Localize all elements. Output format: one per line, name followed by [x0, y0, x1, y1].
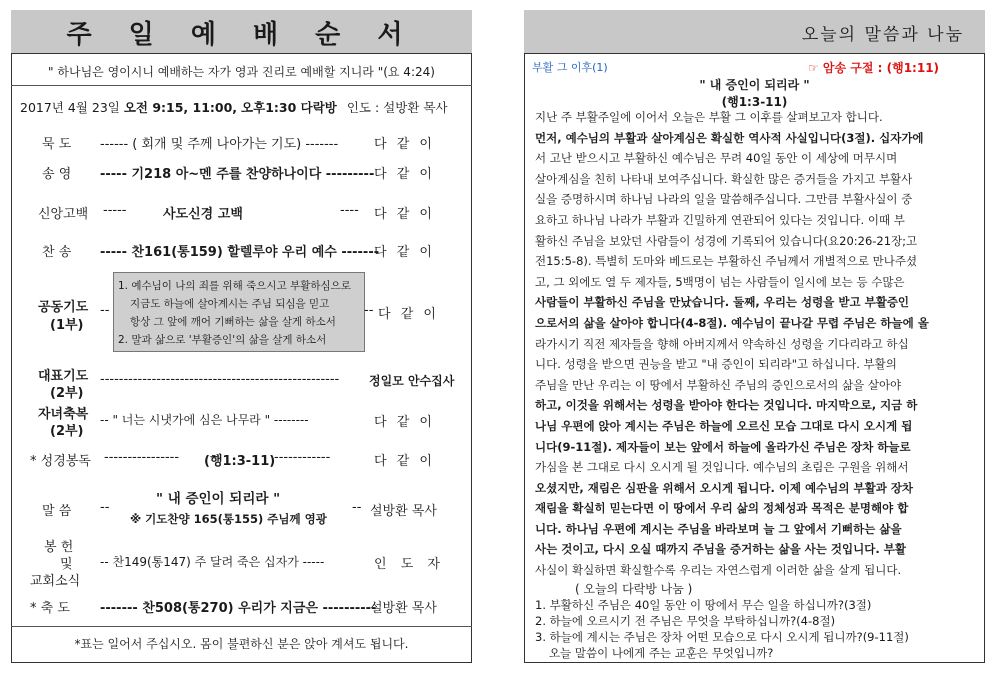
item-praise-name: 찬 송 — [42, 245, 72, 260]
item-creed-dash1: ----- — [103, 203, 127, 218]
item-rep-prayer-desc: --------------------------------------------------- — [100, 372, 340, 387]
item-rep-prayer-by: 정일모 안수집사 — [369, 374, 455, 388]
discussion-questions — [535, 597, 975, 661]
question-item: 3. 하늘에 계시는 주님은 장차 어떤 모습으로 다시 오시게 됩니까?(9-11절) — [535, 630, 909, 644]
order-title: 주 일 예 배 순 서 — [66, 20, 417, 50]
item-silent-prayer-name: 묵 도 — [42, 137, 72, 152]
service-times: 오전 9:15, 11:00, — [123, 100, 238, 115]
common-prayer-line: 2. 말과 삶으로 '부활증인'의 삶을 살게 하소서 — [118, 334, 327, 346]
evening-meeting: 오후1:30 다락방 — [241, 100, 337, 115]
sermon-summary-line: 실을 증명하시며 하나님 나라의 일을 말씀해주십니다. 그만큼 부활사실이 중 — [535, 192, 913, 207]
sermon-notes-reference: (행1:3-11) — [721, 95, 788, 109]
item-sermon-name: 말 씀 — [42, 504, 72, 519]
item-hymn-by: 다 같 이 — [374, 167, 435, 182]
item-sermon-dash2: -- — [352, 500, 362, 515]
sermon-summary-line: 니다(9-11절). 제자들이 보는 앞에서 하늘에 올라가신 주님은 장차 하늘로 — [535, 439, 911, 454]
item-common-prayer-dash-right: -- — [364, 303, 374, 318]
sermon-summary — [535, 107, 973, 581]
theme-verse: " 하나님은 영이시니 예배하는 자가 영과 진리로 예배할 지니라 "(요 4:24) — [11, 58, 472, 86]
sermon-summary-line: 서 고난 받으시고 부활하신 예수님은 무려 40일 동안 이 세상에 머무시며 — [535, 151, 898, 166]
series-label: 부활 그 이후(1) — [532, 61, 608, 74]
sermon-summary-line: 전15:5-8). 특별히 도마와 베드로는 부활하신 주님께서 개별적으로 만나주셨 — [535, 254, 918, 269]
item-benediction-by: 설방환 목사 — [370, 601, 437, 616]
sermon-summary-line: 나님 우편에 앉아 계시는 주님은 하늘에 오르신 모습 그대로 다시 오시게 됩 — [535, 418, 913, 433]
sermon-summary-line: 고, 그 외에도 열 두 제자들, 5백명이 넘는 사람들이 일시에 보는 등 수많은 — [535, 274, 905, 289]
sermon-summary-line: 사람들이 부활하신 주님을 만났습니다. 둘째, 우리는 성령을 받고 부활증인 — [535, 295, 910, 310]
sermon-summary-line: 먼저, 예수님의 부활과 살아계심은 확실한 역사적 사실입니다(3절). 십자가에 — [535, 130, 924, 145]
item-creed-by: 다 같 이 — [374, 207, 435, 222]
item-praise-by: 다 같 이 — [374, 245, 435, 260]
item-rep-prayer-name: 대표기도 — [38, 369, 89, 384]
item-rep-prayer-part: (2부) — [50, 386, 84, 401]
sermon-summary-line: 하고, 이것을 위해서는 성령을 받아야 한다는 것입니다. 마지막으로, 지금 하 — [535, 398, 918, 413]
sermon-prayer-song: ※ 기도찬양 165(통155) 주님께 영광 — [130, 512, 327, 526]
item-offering-desc: -- 찬149(통147) 주 달려 죽은 십자가 ----- — [100, 555, 325, 569]
question-item: 2. 하늘에 오르시기 전 주님은 무엇을 부탁하십니까?(4-8절) — [535, 614, 836, 628]
sermon-summary-line: 으로서의 삶을 살아야 합니다(4-8절). 예수님이 끝나갈 무렵 주님은 하늘에 올 — [535, 315, 929, 330]
common-prayer-box — [113, 272, 365, 352]
question-item: 1. 부활하신 주님은 40일 동안 이 땅에서 무슨 일을 하십니까?(3절) — [535, 598, 872, 612]
discussion-title: ( 오늘의 다락방 나눔 ) — [575, 582, 693, 596]
standing-note: *표는 일어서 주십시오. 몸이 불편하신 분은 앉아 계셔도 됩니다. — [11, 626, 472, 663]
item-creed-name: 신앙고백 — [38, 207, 89, 222]
sermon-summary-line: 주님을 만난 우리는 이 땅에서 부활하신 주님의 증인으로서의 삶을 살아야 — [535, 377, 902, 392]
item-reading-dash2: ------------ — [274, 450, 331, 465]
sermon-summary-line: 요하고 하나님 나라가 부활과 긴밀하게 연관되어 있다는 것입니다. 이때 부 — [535, 212, 905, 227]
sermon-summary-line: 니다. 하나님 우편에 계시는 주님을 바라보며 늘 그 앞에서 기뻐하는 삶을 — [535, 521, 902, 536]
item-common-prayer-part: (1부) — [50, 318, 84, 333]
sermon-title: " 내 증인이 되리라 " — [156, 491, 281, 507]
sermon-notes-heading: " 내 증인이 되리라 " — [699, 78, 810, 92]
item-sermon-by: 설방환 목사 — [370, 504, 437, 519]
sermon-summary-line: 가심을 본 그대로 다시 오시게 될 것입니다. 예수님의 초림은 구원을 위해서 — [535, 460, 909, 475]
item-reading-by: 다 같 이 — [374, 454, 435, 469]
sermon-summary-line: 라가시기 직전 제자들을 향해 아버지께서 약속하신 성령을 기다리라고 하십 — [535, 336, 909, 351]
item-silent-prayer-by: 다 같 이 — [374, 137, 435, 152]
item-offering-name: 봉 헌 — [44, 540, 74, 555]
common-prayer-line: 1. 예수님이 나의 죄를 위해 죽으시고 부활하심으로 — [118, 280, 351, 292]
service-info — [20, 98, 448, 116]
item-reading-desc: (행1:3-11) — [204, 454, 276, 469]
item-reading-name: * 성경봉독 — [30, 454, 91, 469]
item-common-prayer-name: 공동기도 — [38, 300, 89, 315]
item-creed-dash2: ---- — [340, 203, 359, 218]
item-creed-desc: 사도신경 고백 — [163, 207, 243, 222]
item-reading-dash1: ---------------- — [104, 450, 180, 465]
service-date: 2017년 4월 23일 — [20, 100, 120, 115]
service-leader: 인도 : 설방환 목사 — [346, 100, 448, 115]
memory-verse: ☞ 암송 구절 : (행1:11) — [808, 61, 940, 75]
common-prayer-line: 지금도 하늘에 살아계시는 주님 되심을 믿고 — [130, 298, 330, 310]
item-children-part: (2부) — [50, 424, 84, 439]
sermon-summary-line: 오셨지만, 재림은 심판을 위해서 오시게 됩니다. 이제 예수님의 부활과 장차 — [535, 480, 914, 495]
sermon-summary-line: 사실이 확실하면 확실할수록 우리는 자연스럽게 이러한 삶을 살게 됩니다. — [535, 563, 902, 578]
item-children-desc: -- " 너는 시냇가에 심은 나무라 " -------- — [100, 413, 309, 427]
sermon-summary-line: 사는 것이고, 다시 오실 때까지 주님을 증거하는 삶을 사는 것입니다. 부활 — [535, 542, 906, 557]
question-item: 오늘 말씀이 나에게 주는 교훈은 무엇입니까? — [549, 646, 774, 660]
sermon-summary-line: 재림을 확실히 믿는다면 이 땅에서 우리 삶의 정체성과 목적은 분명해야 합 — [535, 501, 909, 516]
item-benediction-desc: ------- 찬508(통270) 우리가 지금은 ---------- — [100, 601, 377, 616]
item-children-name: 자녀축복 — [38, 407, 89, 422]
item-common-prayer-dash-left: -- — [100, 303, 110, 318]
item-sermon-dash1: -- — [100, 500, 110, 515]
item-church-news-name: 교회소식 — [30, 574, 81, 589]
item-benediction-name: * 축 도 — [30, 601, 70, 616]
item-offering-by: 인 도 자 — [374, 557, 445, 572]
item-hymn-desc: ----- 기218 아~멘 주를 찬양하나이다 --------- — [100, 167, 375, 182]
item-hymn-name: 송 영 — [42, 167, 72, 182]
sermon-summary-line: 활하신 주님을 보았던 사람들이 성경에 기록되어 있습니다(요20:26-21장;고 — [535, 233, 918, 248]
sermon-summary-line: 니다. 성령을 받으면 권능을 받고 "내 증인이 되리라"고 하십니다. 부활의 — [535, 357, 897, 372]
item-common-prayer-by: 다 같 이 — [378, 307, 439, 322]
item-offering-and: 및 — [60, 557, 73, 572]
item-children-by: 다 같 이 — [374, 415, 435, 430]
common-prayer-line: 항상 그 앞에 깨어 기뻐하는 삶을 살게 하소서 — [130, 316, 336, 328]
item-praise-desc: ----- 찬161(통159) 할렐루야 우리 예수 ------- — [100, 245, 380, 260]
sermon-summary-line: 살아계심을 친히 나타내 보여주십니다. 확실한 많은 증거들을 가지고 부활사 — [535, 171, 913, 186]
sermon-notes-title: 오늘의 말씀과 나눔 — [801, 25, 964, 45]
item-silent-prayer-desc: ------ ( 회개 및 주께 나아가는 기도) ------- — [100, 137, 339, 152]
sermon-summary-line: 지난 주 부활주일에 이어서 오늘은 부활 그 이후를 살펴보고자 합니다. — [535, 110, 883, 124]
